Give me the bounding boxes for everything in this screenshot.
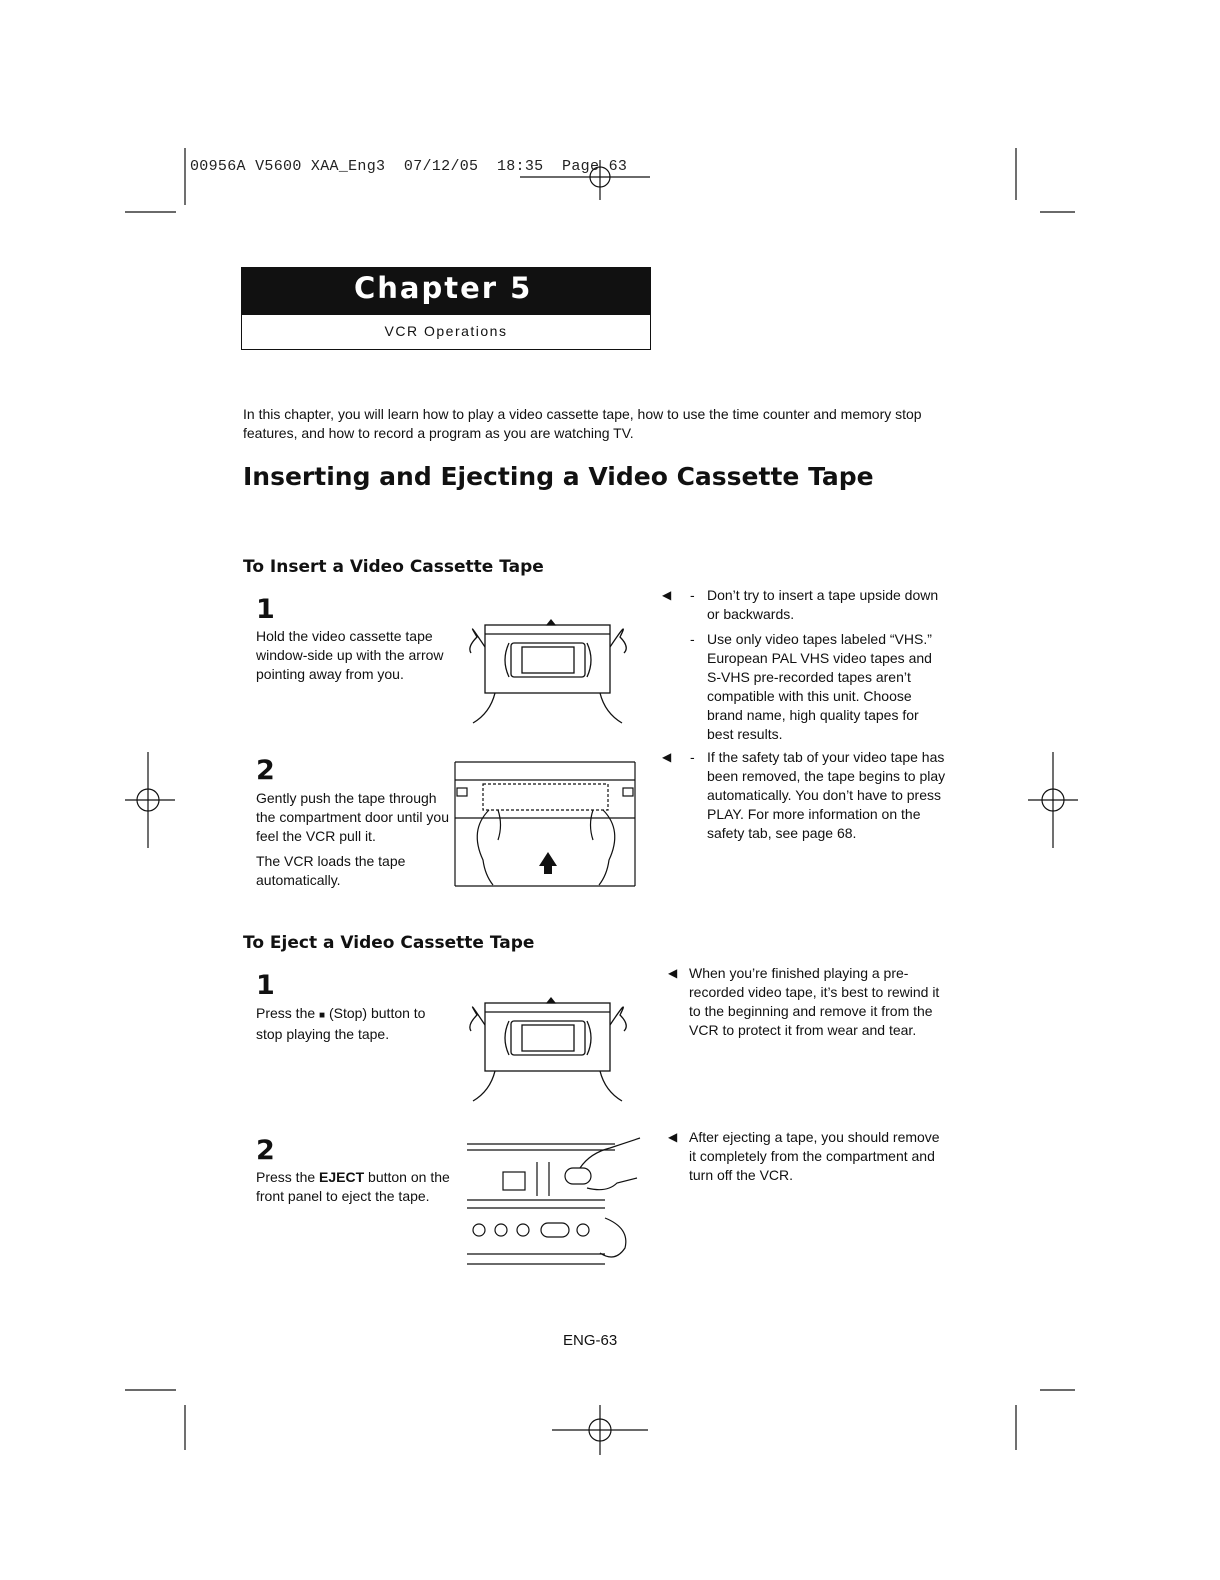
note-arrow-icon: ◀ xyxy=(662,750,672,764)
eject-step-2-bold: EJECT xyxy=(319,1169,365,1185)
eject-note-2: After ejecting a tape, you should remove it completely from the compartment and turn off the VCR. xyxy=(689,1129,940,1183)
eject-step-2-text xyxy=(256,1168,456,1206)
eject-cassette-illustration xyxy=(455,995,645,1105)
insert-step-2-text: Gently push the tape through the compartment door until you feel the VCR pull it. xyxy=(256,790,449,844)
insert-note-3: If the safety tab of your video tape has been removed, the tape begins to play automatically. You don’t have to press PLAY. For more information on the safety tab, see page 68. xyxy=(707,749,946,841)
print-slug: 00956A V5600 XAA_Eng3 07/12/05 18:35 Page 63 xyxy=(190,158,628,175)
eject-step-1-text xyxy=(256,1004,451,1044)
chapter-subtitle: VCR Operations xyxy=(384,323,508,339)
insert-step-1-text: Hold the video cassette tape window-side up with the arrow pointing away from you. xyxy=(256,628,444,682)
insert-heading: To Insert a Video Cassette Tape xyxy=(243,557,544,577)
stop-icon: ■ xyxy=(319,1010,326,1021)
insert-cassette-illustration xyxy=(455,617,645,727)
note-arrow-icon: ◀ xyxy=(662,588,672,602)
insert-step-1-number: 1 xyxy=(256,594,275,625)
note-dash: - xyxy=(690,749,695,765)
eject-step-1-number: 1 xyxy=(256,970,275,1001)
note-arrow-icon: ◀ xyxy=(668,966,678,980)
insert-note-2: Use only video tapes labeled “VHS.” European PAL VHS video tapes and S-VHS pre-recorded tapes aren’t compatible with this unit. Choose brand name, high quality tapes for best results. xyxy=(707,631,932,742)
insert-step-2-text-2: The VCR loads the tape automatically. xyxy=(256,853,406,888)
note-dash: - xyxy=(690,587,695,603)
section-title: Inserting and Ejecting a Video Cassette Tape xyxy=(243,462,874,491)
chapter-header xyxy=(241,267,651,350)
eject-step-1-text-a: Press the xyxy=(256,1005,320,1021)
chapter-title-bar xyxy=(242,268,650,315)
insert-note-1: Don’t try to insert a tape upside down or backwards. xyxy=(707,587,939,622)
eject-step-2-text-a: Press the xyxy=(256,1169,320,1185)
insert-push-illustration xyxy=(453,760,638,888)
intro-paragraph: In this chapter, you will learn how to play a video cassette tape, how to use the time counter and memory stop features, and how to record a program as you are watching TV. xyxy=(243,406,922,441)
page-number: ENG-63 xyxy=(563,1332,618,1349)
eject-step-2-text-b: button on the front panel to eject the tape. xyxy=(256,1169,450,1204)
note-dash: - xyxy=(690,631,695,647)
note-arrow-icon: ◀ xyxy=(668,1130,678,1144)
insert-step-2-number: 2 xyxy=(256,755,275,786)
eject-step-2-number: 2 xyxy=(256,1135,275,1166)
eject-button-illustration xyxy=(465,1138,645,1268)
eject-note-1: When you’re finished playing a pre-recorded video tape, it’s best to rewind it to the beginning and remove it from the VCR to protect it from wear and tear. xyxy=(689,965,940,1038)
push-arrow-icon xyxy=(539,852,557,874)
eject-step-1-text-b: (Stop) button to stop playing the tape. xyxy=(256,1005,426,1042)
chapter-title: Chapter 5 xyxy=(354,271,533,305)
eject-heading: To Eject a Video Cassette Tape xyxy=(243,933,535,953)
